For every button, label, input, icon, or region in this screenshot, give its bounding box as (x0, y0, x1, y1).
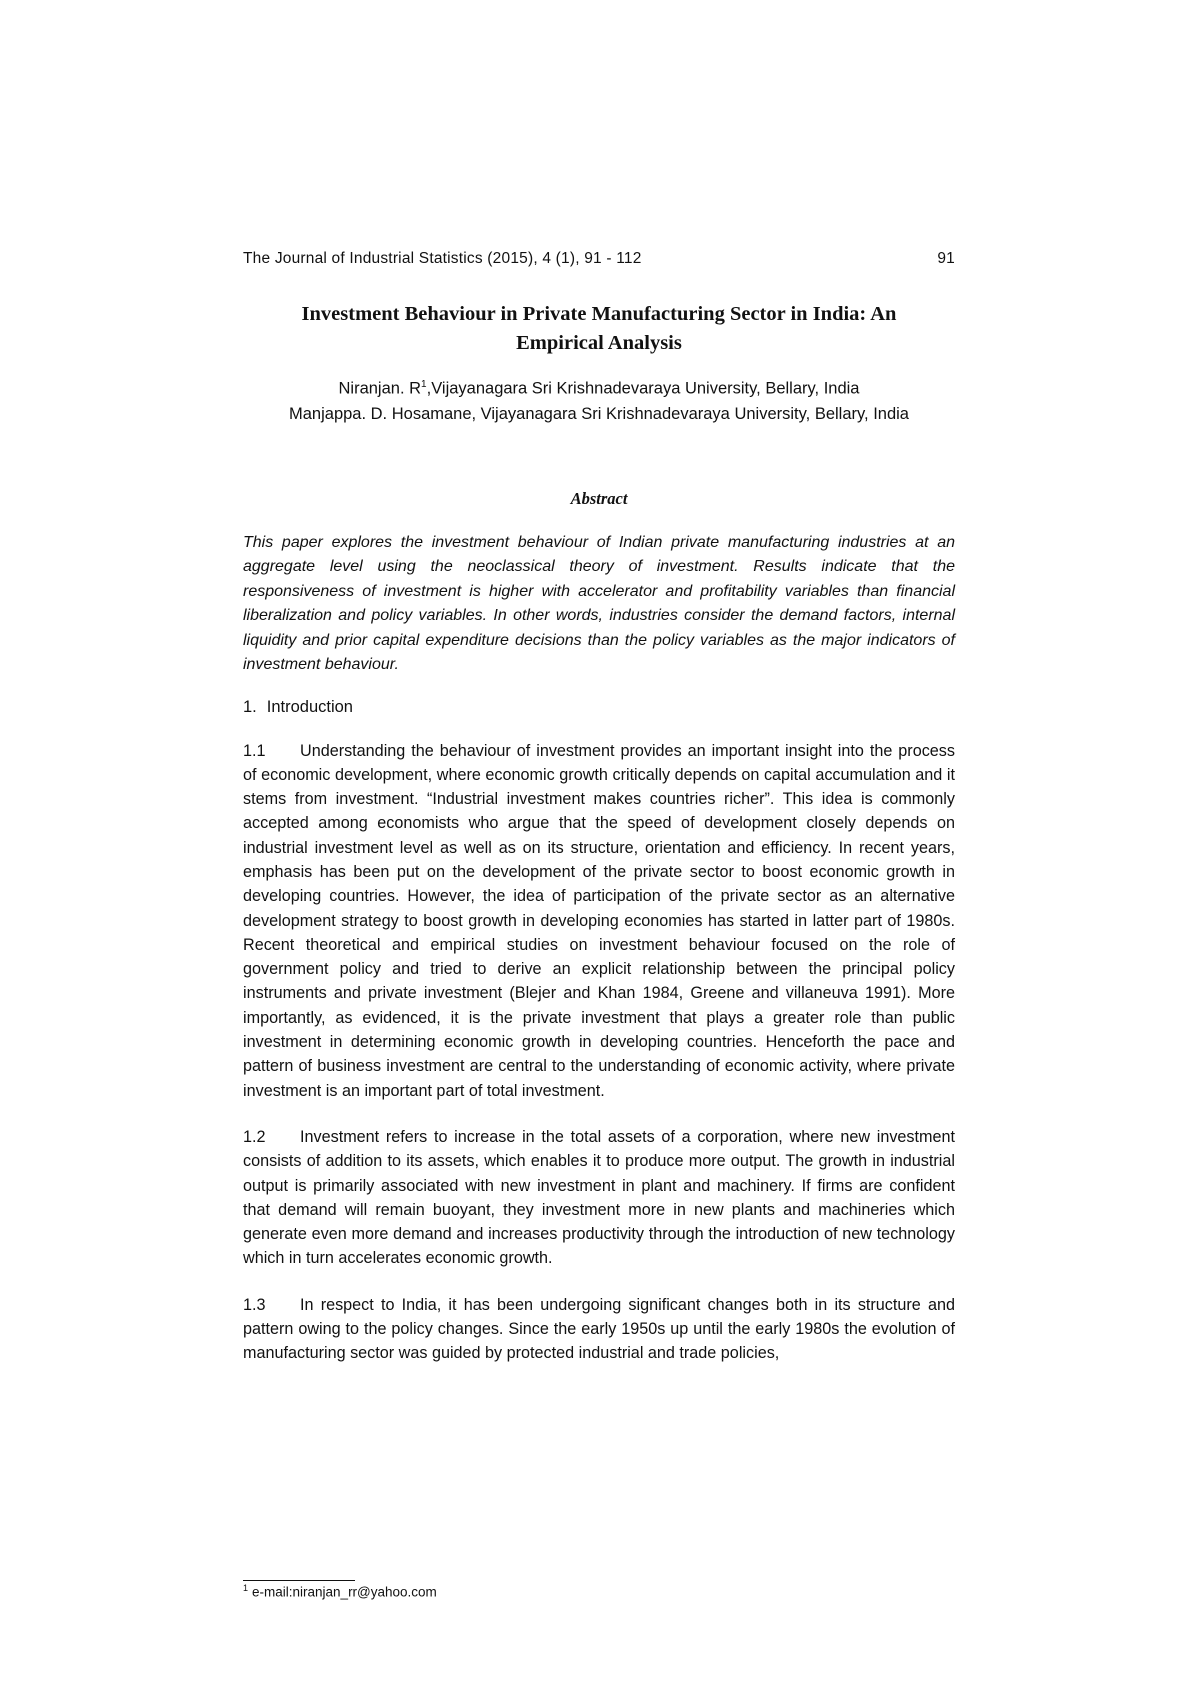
section-heading (243, 698, 955, 717)
journal-citation: The Journal of Industrial Statistics (2015), 4 (1), 91 - 112 (243, 250, 642, 267)
author-affiliation: ,Vijayanagara Sri Krishnadevaraya University, Bellary, India (426, 379, 860, 398)
paragraph (243, 1293, 955, 1366)
paragraph (243, 739, 955, 1103)
paragraph-number: 1.2 (243, 1127, 266, 1146)
footnote-text: e-mail:niranjan_rr@yahoo.com (252, 1584, 437, 1600)
abstract-heading: Abstract (570, 488, 628, 508)
paragraph-number: 1.3 (243, 1295, 266, 1314)
author-name: Manjappa. D. Hosamane (289, 404, 472, 423)
section-title: Introduction (266, 697, 353, 716)
paper-page (243, 250, 955, 1366)
running-header (243, 250, 955, 268)
author-block (243, 372, 955, 427)
paragraph-text: In respect to India, it has been undergoing significant changes both in its structure and pattern owing to the policy changes. Since the early 1950s up until the early 1980s the evolution of manufacturing sector was guided by protected industrial and trade policies, (243, 1295, 955, 1363)
footnote-divider (243, 1580, 355, 1581)
paragraph-text: Investment refers to increase in the total assets of a corporation, where new investment consists of addition to its assets, which enables it to produce more output. The growth in industrial output is primarily associated with new investment in plant and machinery. If firms are confident that demand will remain buoyant, they investment more in new plants and machineries which generate even more demand and increases productivity through the introduction of new technology which in turn accelerates economic growth. (243, 1127, 955, 1268)
footnote (243, 1583, 437, 1600)
author-line (243, 402, 955, 427)
page-number: 91 (937, 250, 955, 267)
author-name: Niranjan. R (338, 379, 422, 398)
footnote-mark: 1 (421, 379, 427, 390)
paragraph (243, 1125, 955, 1271)
section-number: 1. (243, 697, 257, 716)
footnote-mark: 1 (243, 1583, 249, 1593)
paragraph-text: Understanding the behaviour of investment provides an important insight into the process of economic development, where economic growth critically depends on capital accumulation and it stems from investment. “Industrial investment makes countries richer”. This idea is commonly accepted among economists who argue that the speed of development closely depends on industrial investment level as well as on its structure, orientation and efficiency. In recent years, emphasis has been put on the development of the private sector to boost economic growth in developing countries. However, the idea of participation of the private sector as an alternative development strategy to boost growth in developing economies has started in latter part of 1980s. Recent theoretical and empirical studies on investment behaviour focused on the role of government policy and tried to derive an explicit relationship between the principal policy instruments and private investment (Blejer and Khan 1984, Greene and villaneuva 1991). More importantly, as evidenced, it is the private investment that plays a greater role than public investment in determining economic growth in developing countries. Henceforth the pace and pattern of business investment are central to the understanding of economic activity, where private investment is an important part of total investment. (243, 741, 955, 1100)
author-affiliation: , Vijayanagara Sri Krishnadevaraya University, Bellary, India (471, 404, 909, 423)
paper-title: Investment Behaviour in Private Manufacturing Sector in India: An Empirical Analysis (301, 303, 897, 354)
abstract-text: This paper explores the investment behaviour of Indian private manufacturing industries at an aggregate level using the neoclassical theory of investment. Results indicate that the responsiveness of investment is higher with accelerator and profitability variables than financial liberalization and policy variables. In other words, industries consider the demand factors, internal liquidity and prior capital expenditure decisions than the policy variables as the major indicators of investment behaviour. (243, 533, 955, 673)
paragraph-number: 1.1 (243, 741, 266, 760)
author-line (243, 372, 955, 402)
